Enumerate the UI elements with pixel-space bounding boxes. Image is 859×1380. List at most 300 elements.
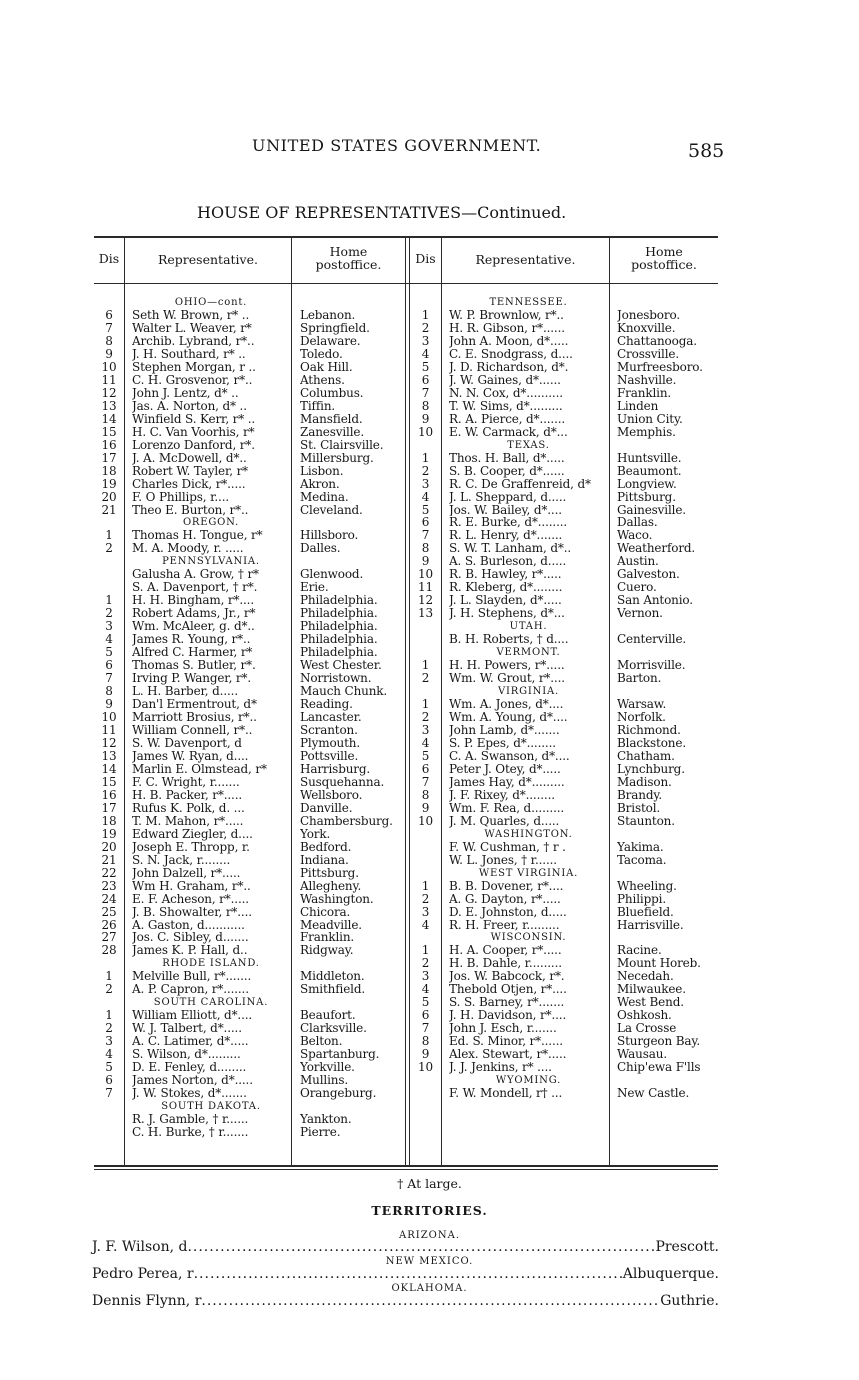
- district-number: 10: [418, 1061, 433, 1075]
- blank-cell: [410, 867, 441, 880]
- district-number: 17: [101, 801, 117, 815]
- district-number: 1: [421, 308, 430, 322]
- district-number: 20: [101, 840, 117, 854]
- home-postoffice: Indiana.: [300, 853, 349, 867]
- blank-cell: [617, 685, 718, 698]
- home-postoffice: Racine.: [617, 944, 662, 958]
- table-top-rule: [94, 236, 718, 238]
- representative-name: Seth W. Brown, r* ..: [132, 308, 250, 322]
- blank-cell: [617, 828, 718, 841]
- home-postoffice: Longview.: [617, 477, 677, 491]
- footnote: † At large.: [397, 1176, 462, 1191]
- home-postoffice: Scranton.: [300, 723, 358, 737]
- state-heading: SOUTH CAROLINA.: [153, 997, 269, 1009]
- representative-name: Joseph E. Thropp, r.: [132, 840, 250, 854]
- district-number: [94, 568, 124, 581]
- representative-name: Wm. F. Rea, d.........: [449, 801, 565, 815]
- representative-name: J. B. Showalter, r*....: [132, 905, 252, 919]
- district-number: 1: [105, 970, 113, 984]
- leader-dots: [187, 1239, 655, 1255]
- header-home-postoffice: Home postoffice.: [315, 244, 382, 272]
- representative-name: S. P. Epes, d*........: [449, 736, 556, 750]
- district-number: 10: [101, 711, 117, 724]
- representative-name: Edward Ziegler, d....: [132, 827, 253, 841]
- home-postoffice: Memphis.: [617, 425, 676, 439]
- home-postoffice: Orangeburg.: [300, 1087, 377, 1101]
- home-postoffice: Linden: [617, 399, 659, 413]
- representative-name: Galusha A. Grow, † r*: [132, 568, 259, 582]
- home-postoffice: Lancaster.: [300, 711, 362, 724]
- district-number: 6: [421, 762, 430, 776]
- district-number: 4: [105, 1048, 113, 1062]
- blank-cell: [410, 685, 441, 698]
- right-representative-column: [449, 296, 608, 1100]
- representative-name: Alfred C. Harmer, r*: [132, 646, 253, 660]
- district-number: 22: [101, 866, 117, 880]
- home-postoffice: Dallas.: [617, 516, 658, 530]
- home-postoffice: Allegheny.: [300, 879, 362, 893]
- district-number: 15: [101, 425, 117, 439]
- representative-name: Winfield S. Kerr, r* ..: [132, 412, 256, 426]
- representative-name: J. F. Rixey, d*........: [449, 788, 555, 802]
- home-postoffice: Yankton.: [300, 1113, 352, 1126]
- district-number: 28: [101, 944, 117, 958]
- delegate-name: Dennis Flynn, r: [92, 1293, 202, 1309]
- district-number: 3: [105, 620, 113, 634]
- district-number: 21: [101, 853, 117, 867]
- home-postoffice: Pottsville.: [300, 749, 359, 763]
- home-postoffice: Austin.: [617, 555, 659, 569]
- representative-name: C. E. Snodgrass, d....: [449, 347, 573, 361]
- home-postoffice: Hillsboro.: [300, 529, 359, 543]
- representative-name: A. Gaston, d...........: [132, 918, 245, 932]
- home-postoffice: Vernon.: [617, 607, 663, 621]
- representative-name: C. A. Swanson, d*....: [449, 749, 570, 763]
- home-postoffice: Chatham.: [617, 749, 675, 763]
- table-bottom-rule-thin: [94, 1169, 718, 1170]
- representative-name: M. A. Moody, r. .....: [132, 542, 244, 556]
- territories-title: TERRITORIES.: [371, 1203, 488, 1218]
- header-district: Dis: [415, 251, 436, 266]
- representative-name: James W. Ryan, d....: [132, 749, 249, 763]
- delegate-postoffice: Albuquerque.: [622, 1266, 719, 1282]
- district-number: 3: [105, 1035, 113, 1049]
- representative-name: H. B. Packer, r*.....: [132, 788, 243, 802]
- district-number: 4: [421, 918, 430, 932]
- district-number: 4: [421, 983, 430, 997]
- state-heading: TENNESSEE.: [489, 297, 568, 308]
- representative-name: H. A. Cooper, r*.....: [449, 944, 562, 958]
- district-number: 11: [418, 581, 433, 595]
- table-bottom-rule: [94, 1165, 718, 1167]
- district-number: 15: [101, 775, 117, 789]
- district-number: 5: [105, 646, 113, 660]
- blank-cell: [300, 296, 404, 309]
- blank-cell: [410, 439, 441, 452]
- home-postoffice: Bedford.: [300, 840, 352, 854]
- district-number: 8: [421, 399, 430, 413]
- representative-name: D. E. Johnston, d.....: [449, 905, 567, 919]
- representative-name: James K. P. Hall, d..: [132, 944, 248, 958]
- representative-name: Wm. A. Young, d*....: [449, 711, 568, 724]
- home-postoffice: Cuero.: [617, 581, 657, 595]
- representative-name: S. B. Cooper, d*......: [449, 464, 565, 478]
- home-postoffice: Blackstone.: [617, 736, 687, 750]
- district-number: 12: [101, 386, 117, 400]
- representative-name: Melville Bull, r*.......: [132, 970, 252, 984]
- representative-name: J. L. Sheppard, d.....: [449, 490, 567, 504]
- home-postoffice: Middleton.: [300, 970, 365, 984]
- representative-name: Irving P. Wanger, r*.: [132, 672, 251, 686]
- territory-entry: [92, 1293, 719, 1309]
- representative-name: N. N. Cox, d*..........: [449, 386, 563, 400]
- state-heading: TEXAS.: [507, 439, 550, 451]
- home-postoffice: Harrisville.: [617, 918, 684, 932]
- home-postoffice: Milwaukee.: [617, 983, 686, 997]
- representative-name: L. H. Barber, d.....: [132, 685, 238, 699]
- column-divider: [405, 237, 406, 1165]
- home-postoffice: Mullins.: [300, 1074, 349, 1088]
- representative-name: C. H. Grosvenor, r*..: [132, 373, 253, 387]
- district-number: [410, 1087, 441, 1100]
- home-postoffice: La Crosse: [617, 1022, 677, 1036]
- state-heading: VERMONT.: [496, 647, 561, 659]
- district-number: 11: [101, 373, 117, 387]
- home-postoffice: Beaumont.: [617, 464, 682, 478]
- representative-name: T. W. Sims, d*.........: [449, 399, 563, 413]
- representative-name: J. W. Stokes, d*.......: [132, 1087, 247, 1101]
- district-number: 2: [421, 321, 430, 335]
- representative-name: R. E. Burke, d*........: [449, 516, 568, 530]
- representative-name: R. A. Pierce, d*.......: [449, 412, 566, 426]
- blank-cell: [94, 957, 124, 970]
- representative-name: W. P. Brownlow, r*..: [449, 308, 564, 322]
- district-number: 25: [101, 905, 117, 919]
- home-postoffice: Philadelphia.: [300, 594, 378, 608]
- district-number: 7: [105, 672, 113, 686]
- blank-cell: [300, 555, 404, 568]
- home-postoffice: West Bend.: [617, 996, 684, 1010]
- home-postoffice: Medina.: [300, 490, 349, 504]
- home-postoffice: Morrisville.: [617, 659, 686, 673]
- home-postoffice: Lebanon.: [300, 308, 356, 322]
- left-district-column: [94, 296, 124, 1139]
- district-number: 7: [105, 1087, 113, 1101]
- district-number: 9: [421, 555, 430, 569]
- home-postoffice: Beaufort.: [300, 1009, 356, 1023]
- district-number: 9: [105, 347, 113, 361]
- home-postoffice: Wellsboro.: [300, 788, 363, 802]
- district-number: 10: [418, 568, 433, 582]
- representative-name: R. B. Hawley, r*.....: [449, 568, 562, 582]
- district-number: 1: [421, 451, 430, 465]
- representative-name: S. S. Barney, r*.......: [449, 996, 565, 1010]
- district-number: 9: [421, 1048, 430, 1062]
- district-number: 26: [101, 918, 117, 932]
- home-postoffice: Oshkosh.: [617, 1009, 672, 1023]
- district-number: [410, 633, 441, 646]
- district-number: 23: [101, 879, 117, 893]
- home-postoffice: Centerville.: [617, 633, 687, 647]
- representative-name: F. O Phillips, r....: [132, 490, 230, 504]
- territory-entry: [92, 1266, 719, 1282]
- district-number: 2: [105, 607, 113, 621]
- representative-name: J. A. McDowell, d*..: [132, 451, 247, 465]
- home-postoffice: Clarksville.: [300, 1022, 367, 1036]
- district-number: 7: [421, 775, 430, 789]
- representative-name: H. C. Van Voorhis, r*: [132, 425, 255, 439]
- representative-name: B. B. Dovener, r*....: [449, 879, 564, 893]
- home-postoffice: Wausau.: [617, 1048, 667, 1062]
- home-postoffice: Philadelphia.: [300, 633, 378, 647]
- home-postoffice: Millersburg.: [300, 451, 374, 465]
- district-number: 7: [421, 529, 430, 543]
- district-number: 12: [418, 594, 433, 608]
- representative-name: E. W. Carmack, d*...: [449, 425, 568, 439]
- home-postoffice: Wheeling.: [617, 879, 677, 893]
- district-number: 13: [418, 607, 433, 621]
- leader-dots: [201, 1293, 660, 1309]
- home-postoffice: Warsaw.: [617, 698, 667, 711]
- home-postoffice: Pittsburg.: [300, 866, 359, 880]
- representative-name: A. G. Dayton, r*.....: [449, 892, 561, 906]
- state-heading: UTAH.: [509, 621, 548, 633]
- home-postoffice: Huntsville.: [617, 451, 682, 465]
- representative-name: R. Kleberg, d*........: [449, 581, 563, 595]
- home-postoffice: Lisbon.: [300, 464, 344, 478]
- table-header-rule: [94, 283, 718, 284]
- home-postoffice: Bluefield.: [617, 905, 674, 919]
- territory-heading: OKLAHOMA.: [391, 1283, 468, 1294]
- home-postoffice: Reading.: [300, 698, 353, 711]
- delegate-name: Pedro Perea, r: [92, 1266, 194, 1282]
- right-district-column: [410, 296, 441, 1100]
- blank-cell: [94, 516, 124, 529]
- district-number: [94, 581, 124, 594]
- home-postoffice: Necedah.: [617, 970, 674, 984]
- home-postoffice: Murfreesboro.: [617, 360, 703, 374]
- district-number: 8: [421, 542, 430, 556]
- district-number: 6: [105, 308, 113, 322]
- home-postoffice: West Chester.: [300, 659, 382, 673]
- representative-name: H. H. Powers, r*.....: [449, 659, 565, 673]
- representative-name: R. H. Freer, r.........: [449, 918, 560, 932]
- representative-name: Wm. McAleer, g. d*..: [132, 620, 255, 634]
- home-postoffice: Philadelphia.: [300, 607, 378, 621]
- home-postoffice: Franklin.: [617, 386, 672, 400]
- home-postoffice: Dalles.: [300, 542, 341, 556]
- home-postoffice: Jonesboro.: [617, 308, 680, 322]
- representative-name: R. J. Gamble, † r......: [132, 1113, 249, 1126]
- home-postoffice: Franklin.: [300, 931, 355, 945]
- district-number: 2: [421, 672, 430, 686]
- representative-name: Thomas S. Butler, r*.: [132, 659, 256, 673]
- district-number: 16: [101, 438, 117, 452]
- home-postoffice: Delaware.: [300, 334, 361, 348]
- home-postoffice: Tacoma.: [617, 853, 667, 867]
- representative-name: R. L. Henry, d*.......: [449, 529, 563, 543]
- representative-name: Walter L. Weaver, r*: [132, 321, 252, 335]
- representative-name: Thos. H. Ball, d*.....: [449, 451, 565, 465]
- home-postoffice: Madison.: [617, 775, 672, 789]
- district-number: [94, 1126, 124, 1139]
- column-divider: [441, 237, 442, 1165]
- state-heading: VIRGINIA.: [498, 686, 559, 698]
- home-postoffice: Staunton.: [617, 814, 675, 828]
- home-postoffice: Brandy.: [617, 788, 663, 802]
- home-postoffice: Erie.: [300, 581, 329, 595]
- district-number: 1: [421, 944, 430, 958]
- home-postoffice: Meadville.: [300, 918, 362, 932]
- home-postoffice: Zanesville.: [300, 425, 365, 439]
- blank-cell: [300, 1100, 404, 1113]
- district-number: 24: [101, 892, 117, 906]
- home-postoffice: Yorkville.: [300, 1061, 355, 1075]
- representative-name: S. Wilson, d*.........: [132, 1048, 241, 1062]
- representative-name: Alex. Stewart, r*.....: [449, 1048, 567, 1062]
- state-heading: WISCONSIN.: [490, 932, 567, 944]
- home-postoffice: Chattanooga.: [617, 334, 697, 348]
- home-postoffice: Yakima.: [617, 840, 664, 854]
- blank-cell: [410, 1074, 441, 1087]
- header-district: Dis: [98, 251, 120, 266]
- home-postoffice: Danville.: [300, 801, 353, 815]
- home-postoffice: Weatherford.: [617, 542, 696, 556]
- blank-cell: [410, 620, 441, 633]
- district-number: 11: [101, 723, 117, 737]
- home-postoffice: Akron.: [300, 477, 340, 491]
- blank-cell: [617, 867, 718, 880]
- left-postoffice-column: [300, 296, 404, 1139]
- representative-name: J. J. Jenkins, r* ....: [449, 1061, 552, 1075]
- home-postoffice: Mount Horeb.: [617, 957, 701, 971]
- column-divider: [291, 237, 292, 1165]
- representative-name: W. L. Jones, † r......: [449, 853, 557, 867]
- delegate-name: J. F. Wilson, d: [92, 1239, 188, 1255]
- district-number: 10: [101, 360, 117, 374]
- home-postoffice: New Castle.: [617, 1087, 690, 1101]
- representative-name: F. C. Wright, r.......: [132, 775, 240, 789]
- district-number: [410, 841, 441, 854]
- representative-name: B. H. Roberts, † d....: [449, 633, 569, 647]
- representative-name: J. H. Southard, r* ..: [132, 347, 246, 361]
- district-number: 2: [105, 542, 113, 556]
- blank-cell: [94, 1100, 124, 1113]
- state-heading: WYOMING.: [495, 1075, 562, 1087]
- district-number: 8: [421, 788, 430, 802]
- delegate-postoffice: Guthrie.: [660, 1293, 719, 1309]
- blank-cell: [410, 931, 441, 944]
- home-postoffice: Gainesville.: [617, 503, 686, 517]
- representative-name: Charles Dick, r*.....: [132, 477, 246, 491]
- home-postoffice: Barton.: [617, 672, 662, 686]
- district-number: 7: [421, 386, 430, 400]
- territory-heading: NEW MEXICO.: [385, 1256, 474, 1267]
- representative-name: Jas. A. Norton, d* ..: [132, 399, 247, 413]
- representative-name: John A. Moon, d*.....: [449, 334, 569, 348]
- district-number: 7: [105, 321, 113, 335]
- district-number: 2: [105, 1022, 113, 1036]
- district-number: 3: [421, 723, 430, 737]
- district-number: 6: [105, 659, 113, 673]
- district-number: 6: [421, 1009, 430, 1023]
- district-number: 2: [421, 464, 430, 478]
- representative-name: S. N. Jack, r........: [132, 853, 231, 867]
- representative-name: W. J. Talbert, d*.....: [132, 1022, 242, 1036]
- blank-cell: [410, 828, 441, 841]
- territory-heading: ARIZONA.: [399, 1230, 460, 1241]
- home-postoffice: York.: [300, 827, 331, 841]
- representative-name: James R. Young, r*..: [132, 633, 251, 647]
- home-postoffice: Harrisburg.: [300, 762, 371, 776]
- blank-cell: [300, 957, 404, 970]
- representative-name: C. H. Burke, † r.......: [132, 1126, 249, 1139]
- blank-cell: [617, 1074, 718, 1087]
- blank-cell: [300, 516, 404, 529]
- district-number: 18: [101, 464, 117, 478]
- home-postoffice: Plymouth.: [300, 736, 361, 750]
- representative-name: William Connell, r*..: [132, 723, 253, 737]
- blank-cell: [617, 931, 718, 944]
- representative-name: J. W. Gaines, d*......: [449, 373, 561, 387]
- district-number: 13: [101, 399, 117, 413]
- district-number: 13: [101, 749, 117, 763]
- representative-name: Wm. W. Grout, r*....: [449, 672, 565, 686]
- state-heading: SOUTH DAKOTA.: [161, 1101, 261, 1113]
- district-number: 7: [421, 1022, 430, 1036]
- state-heading: OREGON.: [182, 517, 240, 529]
- representative-name: Jos. W. Bailey, d*....: [449, 503, 562, 517]
- district-number: 5: [421, 503, 430, 517]
- representative-name: A. S. Burleson, d.....: [449, 555, 567, 569]
- representative-name: Rufus K. Polk, d. ...: [132, 801, 245, 815]
- representative-name: Jos. C. Sibley, d.......: [132, 931, 249, 945]
- home-postoffice: Philadelphia.: [300, 620, 378, 634]
- district-number: 3: [421, 970, 430, 984]
- representative-name: A. C. Latimer, d*.....: [132, 1035, 249, 1049]
- home-postoffice: Sturgeon Bay.: [617, 1035, 701, 1049]
- blank-cell: [617, 620, 718, 633]
- home-postoffice: Smithfield.: [300, 983, 366, 997]
- home-postoffice: Glenwood.: [300, 568, 364, 582]
- representative-name: John J. Esch, r.......: [449, 1022, 557, 1036]
- home-postoffice: Ridgway.: [300, 944, 354, 958]
- district-number: 5: [421, 749, 430, 763]
- home-postoffice: Mansfield.: [300, 412, 363, 426]
- representative-name: John J. Lentz, d* ..: [132, 386, 239, 400]
- representative-name: S. W. Davenport, d: [132, 736, 242, 750]
- representative-name: R. C. De Graffenreid, d*: [449, 477, 591, 491]
- representative-name: John Lamb, d*.......: [449, 723, 560, 737]
- district-number: 3: [421, 334, 430, 348]
- representative-name: Ed. S. Minor, r*......: [449, 1035, 563, 1049]
- home-postoffice: Philippi.: [617, 892, 666, 906]
- district-number: 9: [421, 412, 430, 426]
- representative-name: T. M. Mahon, r*.....: [132, 814, 244, 828]
- right-postoffice-column: [617, 296, 718, 1100]
- representative-name: J. D. Richardson, d*.: [449, 360, 569, 374]
- representative-name: S. A. Davenport, † r*.: [132, 581, 258, 595]
- state-heading: PENNSYLVANIA.: [162, 556, 260, 568]
- representative-name: F. W. Cushman, † r .: [449, 840, 566, 854]
- home-postoffice: Chip'ewa F'lls: [617, 1061, 701, 1075]
- representative-name: Wm H. Graham, r*..: [132, 879, 251, 893]
- representative-name: Stephen Morgan, r ..: [132, 360, 256, 374]
- home-postoffice: Knoxville.: [617, 321, 676, 335]
- home-postoffice: Lynchburg.: [617, 762, 685, 776]
- representative-name: H. B. Dahle, r.........: [449, 957, 562, 971]
- representative-name: E. F. Acheson, r*.....: [132, 892, 249, 906]
